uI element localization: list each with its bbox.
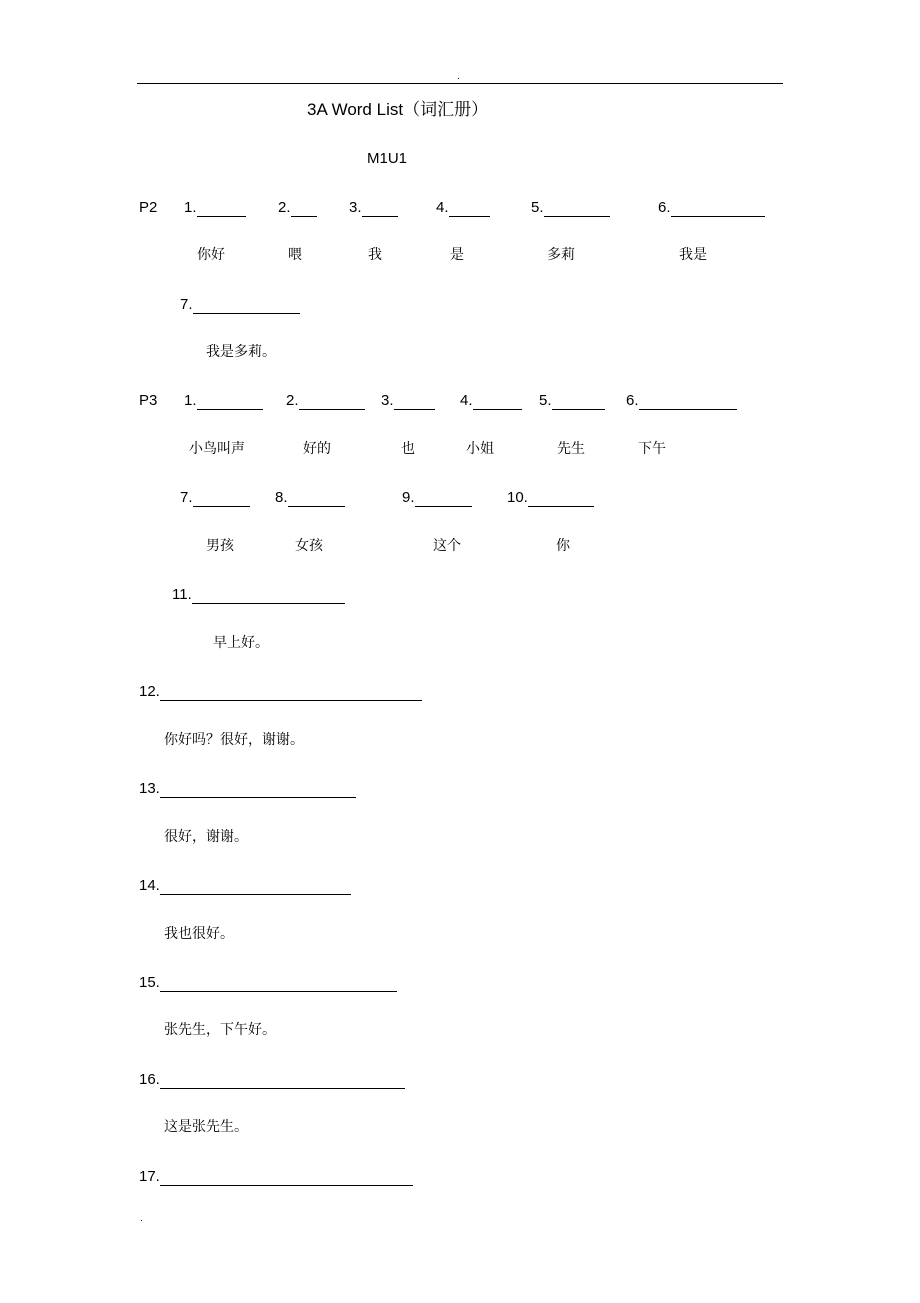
sentence-hint-16: 这是张先生。 — [164, 1119, 248, 1135]
item-number: 1. — [184, 392, 197, 409]
answer-blank[interactable] — [197, 394, 263, 410]
answer-blank[interactable] — [552, 394, 605, 410]
p3-item-7 — [180, 489, 250, 507]
p3-hint-9: 这个 — [433, 538, 461, 554]
item-number: 15. — [139, 974, 160, 991]
item-number: 7. — [180, 296, 193, 313]
p2-hint-2: 喂 — [288, 247, 302, 263]
p3-hint-4: 小姐 — [466, 441, 494, 457]
p3-item-9 — [402, 489, 472, 507]
p3-hint-8: 女孩 — [295, 538, 323, 554]
answer-blank[interactable] — [449, 201, 490, 217]
p2-hint-1: 你好 — [197, 247, 225, 263]
header-dot: . — [457, 71, 460, 82]
answer-blank[interactable] — [394, 394, 435, 410]
item-number: 7. — [180, 489, 193, 506]
p2-item-7 — [180, 296, 300, 314]
p2-hint-4: 是 — [450, 247, 464, 263]
answer-blank[interactable] — [362, 201, 398, 217]
sentence-hint-14: 我也很好。 — [164, 926, 234, 942]
p3-item-4 — [460, 392, 522, 410]
p3-item-6 — [626, 392, 737, 410]
p3-hint-11: 早上好。 — [213, 635, 269, 651]
item-number: 14. — [139, 877, 160, 894]
p3-hint-1: 小鸟叫声 — [189, 441, 245, 457]
p3-hint-7: 男孩 — [206, 538, 234, 554]
sentence-item-17 — [139, 1168, 413, 1186]
p2-hint-6: 我是 — [679, 247, 707, 263]
header-rule — [137, 83, 783, 84]
sentence-item-13 — [139, 780, 356, 798]
answer-blank[interactable] — [192, 588, 345, 604]
sentence-hint-12: 你好吗？很好，谢谢。 — [164, 732, 304, 748]
p2-item-3 — [349, 199, 398, 217]
answer-blank[interactable] — [288, 491, 345, 507]
p2-hint-3: 我 — [368, 247, 382, 263]
p2-item-6 — [658, 199, 765, 217]
answer-blank[interactable] — [671, 201, 765, 217]
p2-item-2 — [278, 199, 317, 217]
p3-item-8 — [275, 489, 345, 507]
p3-item-10 — [507, 489, 594, 507]
item-number: 16. — [139, 1071, 160, 1088]
p3-item-11 — [172, 586, 345, 604]
p3-item-2 — [286, 392, 365, 410]
unit-label: M1U1 — [367, 150, 408, 167]
page-title: 3A Word List（词汇册） — [307, 100, 489, 119]
answer-blank[interactable] — [160, 685, 422, 701]
p3-item-5 — [539, 392, 605, 410]
item-number: 6. — [626, 392, 639, 409]
item-number: 12. — [139, 683, 160, 700]
sentence-hint-15: 张先生，下午好。 — [164, 1022, 276, 1038]
answer-blank[interactable] — [473, 394, 522, 410]
answer-blank[interactable] — [160, 879, 351, 895]
answer-blank[interactable] — [197, 201, 246, 217]
sentence-item-14 — [139, 877, 351, 895]
item-number: 2. — [286, 392, 299, 409]
sentence-item-12 — [139, 683, 422, 701]
p3-item-3 — [381, 392, 435, 410]
answer-blank[interactable] — [639, 394, 737, 410]
item-number: 3. — [349, 199, 362, 216]
answer-blank[interactable] — [193, 298, 300, 314]
p2-item-1 — [184, 199, 246, 217]
sentence-item-16 — [139, 1071, 405, 1089]
answer-blank[interactable] — [291, 201, 317, 217]
p3-hint-3: 也 — [401, 441, 415, 457]
item-number: 4. — [460, 392, 473, 409]
p3-hint-10: 你 — [556, 538, 570, 554]
footer-dot: . — [140, 1213, 143, 1224]
answer-blank[interactable] — [160, 1170, 413, 1186]
item-number: 17. — [139, 1168, 160, 1185]
p3-item-1 — [184, 392, 263, 410]
p3-hint-6: 下午 — [638, 441, 666, 457]
answer-blank[interactable] — [544, 201, 610, 217]
item-number: 2. — [278, 199, 291, 216]
answer-blank[interactable] — [528, 491, 594, 507]
answer-blank[interactable] — [160, 976, 397, 992]
item-number: 11. — [172, 586, 192, 603]
p3-hint-2: 好的 — [303, 441, 331, 457]
p2-item-5 — [531, 199, 610, 217]
section-label-p3: P3 — [139, 392, 158, 409]
answer-blank[interactable] — [160, 782, 356, 798]
item-number: 5. — [531, 199, 544, 216]
item-number: 1. — [184, 199, 197, 216]
item-number: 10. — [507, 489, 528, 506]
section-label-p2: P2 — [139, 199, 158, 216]
item-number: 4. — [436, 199, 449, 216]
answer-blank[interactable] — [193, 491, 250, 507]
item-number: 8. — [275, 489, 288, 506]
p2-hint-7: 我是多莉。 — [206, 344, 276, 360]
sentence-hint-13: 很好，谢谢。 — [164, 829, 248, 845]
item-number: 6. — [658, 199, 671, 216]
item-number: 3. — [381, 392, 394, 409]
p2-hint-5: 多莉 — [547, 247, 575, 263]
item-number: 13. — [139, 780, 160, 797]
answer-blank[interactable] — [160, 1073, 405, 1089]
answer-blank[interactable] — [415, 491, 472, 507]
item-number: 9. — [402, 489, 415, 506]
answer-blank[interactable] — [299, 394, 365, 410]
sentence-item-15 — [139, 974, 397, 992]
p3-hint-5: 先生 — [557, 441, 585, 457]
item-number: 5. — [539, 392, 552, 409]
p2-item-4 — [436, 199, 490, 217]
